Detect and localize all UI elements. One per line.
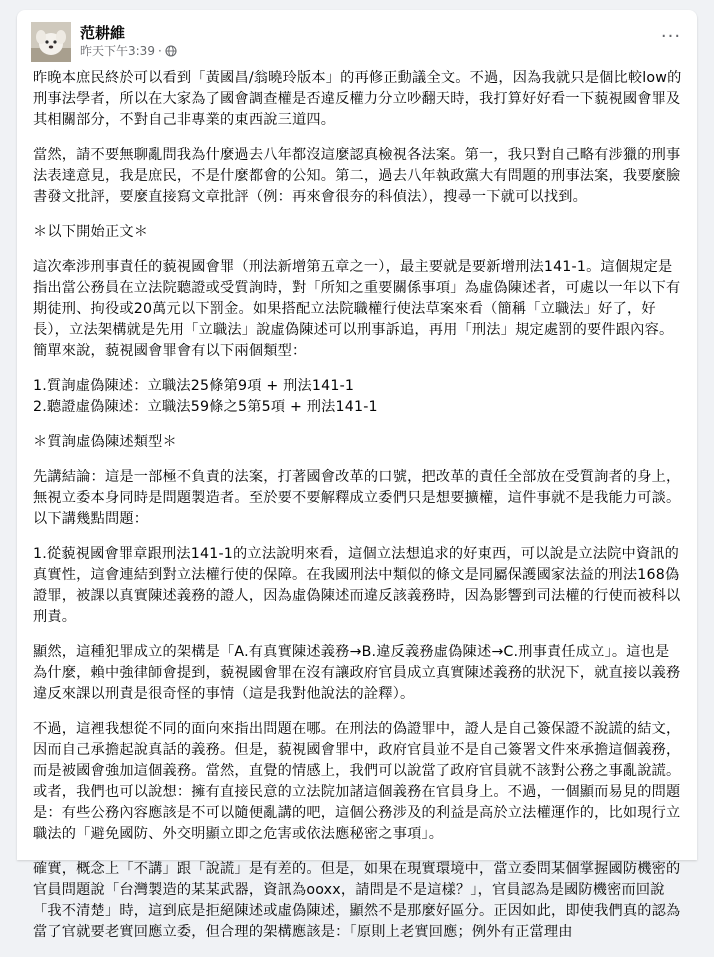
globe-icon[interactable]: [165, 45, 177, 57]
post-body: [33, 68, 683, 957]
paragraph: 昨晚本庶民終於可以看到「黃國昌/翁曉玲版本」的再修正動議全文。不過，因為我就只是個比較low的刑事法學者，所以在大家為了國會調查權是否違反權力分立吵翻天時，我打算好好看一下藐視國會罪及其相關部分，不對自己非專業的東西說三道四。: [33, 70, 682, 128]
author-name[interactable]: 范耕維: [80, 24, 126, 42]
meta-separator: ·: [157, 43, 162, 58]
post-timestamp[interactable]: 昨天下午3:39: [80, 44, 155, 58]
paragraph: 這次牽涉刑事責任的藐視國會罪（刑法新增第五章之一），最主要就是要新增刑法141-1。這個規定是指出當公務員在立法院聽證或受質詢時，對「所知之重要關係事項」為虛偽陳述者，可處以一年以下有期徒刑、拘役或20萬元以下罰金。如果搭配立法院職權行使法草案來看（簡稱「立職法」好了，好長），立法架構就是先用「立職法」說虛偽陳述可以刑事訴追，再用「刑法」規定處罰的要件跟內容。簡單來說，藐視國會罪會有以下兩個類型：: [33, 259, 681, 359]
list-item: 2.聽證虛偽陳述：立職法59條之5第5項 + 刑法141-1: [33, 399, 378, 415]
paragraph: 確實，概念上「不講」跟「說謊」是有差的。但是，如果在現實環境中，當立委問某個掌握國防機密的官員問題說「台灣製造的某某武器，資訊為ooxx，請問是不是這樣？」，官員認為是國防機密而回說「我不清楚」時，這到底是拒絕陳述或虛偽陳述，顯然不是那麼好區分。正因如此，即使我們真的認為當了官就要老實回應立委，但合理的架構應該是：「原則上老實回應；例外有正當理由: [33, 861, 681, 940]
author-avatar[interactable]: [31, 22, 71, 62]
paragraph: 不過，這裡我想從不同的面向來指出問題在哪。在刑法的偽證罪中，證人是自己簽保證不說謊的結文，因而自己承擔起說真話的義務。但是，藐視國會罪中，政府官員並不是自己簽署文件來承擔這個義務，而是被國會強加這個義務。當然，直覺的情感上，我們可以說當了政府官員就不該對公務之事亂說謊。或者，我們也可以說想：擁有直接民意的立法院加諸這個義務在官員身上。不過，一個顯而易見的問題是：有些公務內容應該是不可以隨便亂講的吧，這個公務涉及的利益是高於立法權運作的，比如現行立職法的「避免國防、外交明顯立即之危害或依法應秘密之事項」。: [33, 721, 681, 842]
paragraph: 1.從藐視國會罪章跟刑法141-1的立法說明來看，這個立法想追求的好東西，可以說是立法院中資訊的真實性，這會連結到對立法權行使的保障。在我國刑法中類似的條文是同屬保護國家法益的刑法168偽證罪，被課以真實陳述義務的證人，因為虛偽陳述而違反該義務時，因為影響到司法權的行使而被科以刑責。: [33, 546, 681, 625]
more-options-icon[interactable]: ···: [660, 26, 682, 47]
post-header: [17, 10, 697, 64]
avatar-image: [31, 22, 71, 62]
section-heading: ＊以下開始正文＊: [33, 224, 149, 240]
post-meta: [80, 42, 177, 59]
list-item: 1.質詢虛偽陳述：立職法25條第9項 + 刑法141-1: [33, 378, 355, 394]
paragraph: 先講結論：這是一部極不負責的法案，打著國會改革的口號，把改革的責任全部放在受質詢者的身上，無視立委本身同時是問題製造者。至於要不要解釋成立委們只是想要擴權，這件事就不是我能力可談。以下講幾點問題：: [33, 469, 681, 527]
post-card: [17, 10, 697, 940]
paragraph: 當然，請不要無聊亂問我為什麼過去八年都沒這麼認真檢視各法案。第一，我只對自己略有涉獵的刑事法表達意見，我是庶民，不是什麼都會的公知。第二，過去八年執政黨大有問題的刑事法案，我要麼臉書發文批評，要麼直接寫文章批評（例：再來會很夯的科偵法），搜尋一下就可以找到。: [33, 147, 681, 205]
paragraph: 顯然，這種犯罪成立的架構是「A.有真實陳述義務→B.違反義務虛偽陳述→C.刑事責任成立」。這也是為什麼，賴中強律師會提到，藐視國會罪在沒有讓政府官員成立真實陳述義務的狀況下，就直接以義務違反來課以刑責是很奇怪的事情（這是我對他說法的詮釋）。: [33, 644, 681, 702]
section-heading: ＊質詢虛偽陳述類型＊: [33, 434, 177, 450]
